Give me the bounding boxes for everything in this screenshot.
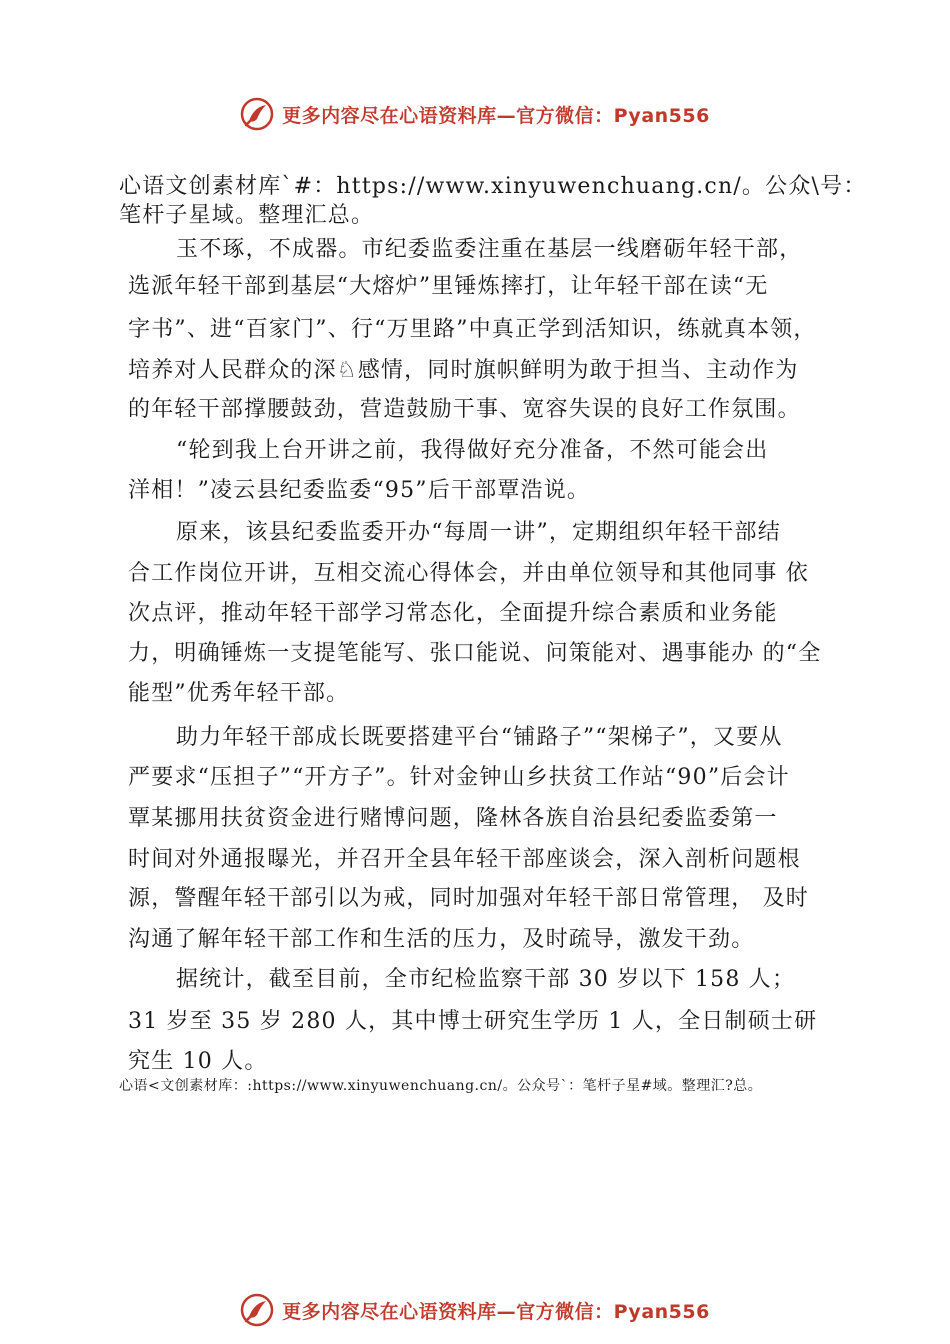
banner-text: 更多内容尽在心语资料库—官方微信：Pyan556 — [282, 104, 710, 127]
text-line: 次点评，推动年轻干部学习常态化，全面提升综合素质和业务能 — [128, 601, 778, 626]
text-line: 沟通了解年轻干部工作和生活的压力，及时疏导，激发干劲。 — [128, 927, 755, 952]
text-line: 选派年轻干部到基层“大熔炉”里锤炼摔打，让年轻干部在读“无 — [128, 274, 769, 299]
text-line: 时间对外通报曝光，并召开全县年轻干部座谈会，深入剖析问题根 — [128, 847, 801, 872]
text-line: 助力年轻干部成长既要搭建平台“铺路子”“架梯子”，又要从 — [176, 725, 783, 750]
text-line: 31 岁至 35 岁 280 人，其中博士研究生学历 1 人，全日制硕士研 — [128, 1009, 818, 1034]
text-line: 心语文创素材库`#：https://www.xinyuwenchuang.cn/。公众\号： — [119, 174, 867, 199]
brush-stroke-logo-icon — [240, 1293, 274, 1327]
text-line: 覃某挪用扶贫资金进行赌博问题，隆林各族自治县纪委监委第一 — [128, 806, 778, 831]
footer-banner — [0, 1290, 950, 1330]
text-line: 据统计，截至目前，全市纪检监察干部 30 岁以下 158 人； — [176, 967, 796, 992]
footer-note-line: 心语<文创素材库：:https://www.xinyuwenchuang.cn/。公众号`：笔杆子星#域。整理汇?总。 — [119, 1078, 763, 1094]
text-line: 原来，该县纪委监委开办“每周一讲”，定期组织年轻干部结 — [176, 520, 781, 545]
text-line: 究生 10 人。 — [128, 1049, 268, 1074]
banner-text: 更多内容尽在心语资料库—官方微信：Pyan556 — [282, 1300, 710, 1323]
text-line: 的年轻干部撑腰鼓劲，营造鼓励干事、宽容失误的良好工作氛围。 — [128, 397, 801, 422]
header-banner — [0, 94, 950, 134]
text-line: 笔杆子星域。整理汇总。 — [119, 203, 375, 228]
text-line: 合工作岗位开讲，互相交流心得体会，并由单位领导和其他同事 依 — [128, 561, 809, 586]
text-line: 能型”优秀年轻干部。 — [128, 681, 350, 706]
text-line: 培养对人民群众的深♘感情，同时旗帜鲜明为敢于担当、主动作为 — [128, 358, 799, 383]
text-line: 玉不琢，不成器。市纪委监委注重在基层一线磨砺年轻干部， — [176, 237, 803, 262]
brush-stroke-logo-icon — [240, 97, 274, 131]
text-line: 源，警醒年轻干部引以为戒，同时加强对年轻干部日常管理， 及时 — [128, 886, 809, 911]
text-line: 洋相！”凌云县纪委监委“95”后干部覃浩说。 — [128, 478, 591, 503]
text-line: 字书”、进“百家门”、行“万里路”中真正学到活知识，练就真本领， — [128, 317, 817, 342]
text-line: “轮到我上台开讲之前，我得做好充分准备，不然可能会出 — [176, 438, 769, 463]
text-line: 严要求“压担子”“开方子”。针对金钟山乡扶贫工作站“90”后会计 — [128, 765, 790, 790]
text-line: 力，明确锤炼一支提笔能写、张口能说、问策能对、遇事能办 的“全 — [128, 641, 822, 666]
